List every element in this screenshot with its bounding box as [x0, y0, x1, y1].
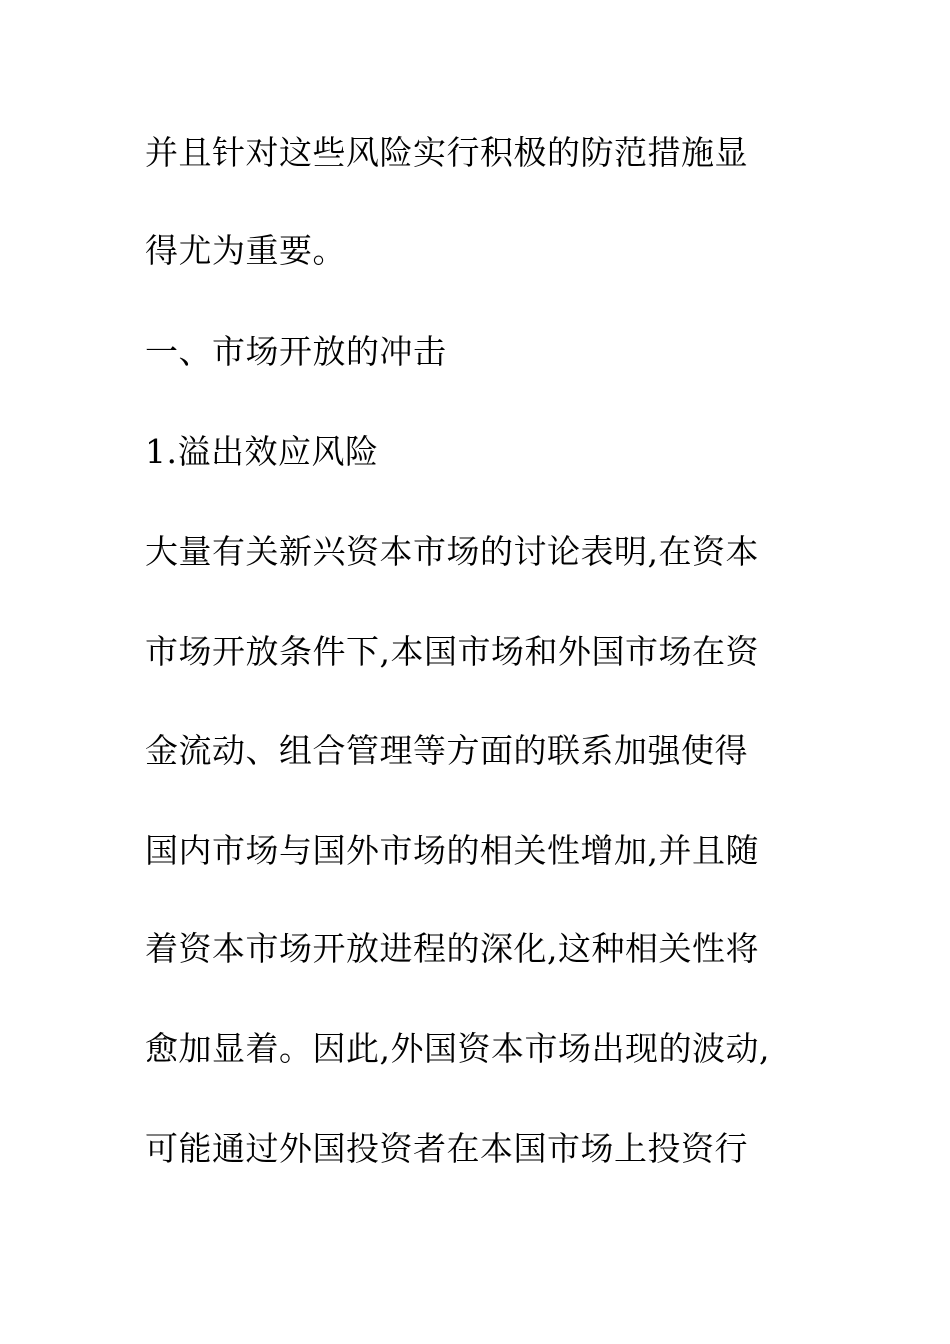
paragraph-line: 市场开放条件下,本国市场和外国市场在资 — [145, 632, 759, 671]
section-heading: 一、市场开放的冲击 — [145, 332, 447, 371]
paragraph-line: 着资本市场开放进程的深化,这种相关性将 — [145, 929, 759, 968]
paragraph-line: 愈加显着。因此,外国资本市场出现的波动, — [145, 1029, 770, 1068]
paragraph-line: 国内市场与国外市场的相关性增加,并且随 — [145, 831, 759, 870]
paragraph-line: 并且针对这些风险实行积极的防范措施显 — [145, 133, 748, 172]
subsection-heading: 1.溢出效应风险 — [145, 432, 379, 471]
paragraph-line: 金流动、组合管理等方面的联系加强使得 — [145, 731, 748, 770]
paragraph-line: 大量有关新兴资本市场的讨论表明,在资本 — [145, 532, 759, 571]
paragraph-line: 得尤为重要。 — [145, 231, 346, 270]
paragraph-line: 可能通过外国投资者在本国市场上投资行 — [145, 1129, 748, 1168]
